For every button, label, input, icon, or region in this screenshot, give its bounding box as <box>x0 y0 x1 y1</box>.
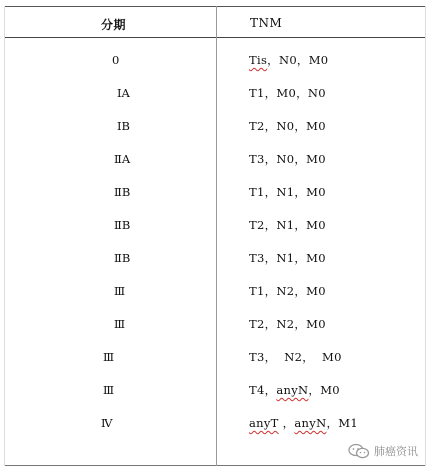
stage-cell: ⅠA <box>117 86 130 100</box>
stage-cell: Ⅲ <box>103 383 115 397</box>
tnm-token: ，M1 <box>326 416 358 430</box>
tnm-token: T4， <box>249 383 277 397</box>
tnm-token: ， <box>278 416 295 430</box>
stage-cell: Ⅲ <box>114 317 126 331</box>
tnm-cell: T3，N1，M0 <box>249 251 326 265</box>
stage-cell: ⅡB <box>114 218 131 232</box>
stage-cell: Ⅳ <box>101 416 113 430</box>
tnm-cell: T2，N2，M0 <box>249 317 326 331</box>
table-bottom-rule <box>4 465 426 466</box>
stage-cell: ⅡB <box>114 251 131 265</box>
tnm-cell <box>249 383 340 397</box>
watermark-text: 肺癌资讯 <box>374 445 418 458</box>
tnm-token: Tis <box>249 53 268 67</box>
stage-cell: ⅡB <box>114 185 131 199</box>
table-top-rule <box>4 6 426 7</box>
tnm-cell: T3，N0，M0 <box>249 152 326 166</box>
tnm-cell: T1，N2，M0 <box>249 284 326 298</box>
stage-cell: ⅠB <box>117 119 130 133</box>
stage-cell: Ⅲ <box>114 284 126 298</box>
tnm-cell <box>249 53 328 67</box>
tnm-token: ，N0，M0 <box>267 53 329 67</box>
header-tnm: TNM <box>250 16 283 30</box>
tnm-cell: T1，M0，N0 <box>249 86 326 100</box>
stage-cell: ⅡA <box>114 152 131 166</box>
tnm-cell: T2，N0，M0 <box>249 119 326 133</box>
tnm-token: anyN <box>276 383 309 397</box>
stage-cell: Ⅲ <box>103 350 115 364</box>
stage-cell: 0 <box>112 53 120 67</box>
table-right-border <box>425 6 426 466</box>
tnm-cell: T3， N2， M0 <box>249 350 342 364</box>
header-stage: 分期 <box>101 18 127 32</box>
tnm-token: ，M0 <box>308 383 340 397</box>
watermark <box>348 443 418 459</box>
table-left-border <box>4 6 5 466</box>
table-header-rule <box>4 37 426 38</box>
table-column-divider <box>216 6 217 466</box>
wechat-bubbles-icon <box>348 443 370 459</box>
tnm-cell <box>249 416 358 430</box>
tnm-cell: T1，N1，M0 <box>249 185 326 199</box>
tnm-cell: T2，N1，M0 <box>249 218 326 232</box>
tnm-token: anyT <box>249 416 279 430</box>
tnm-token: anyN <box>294 416 327 430</box>
